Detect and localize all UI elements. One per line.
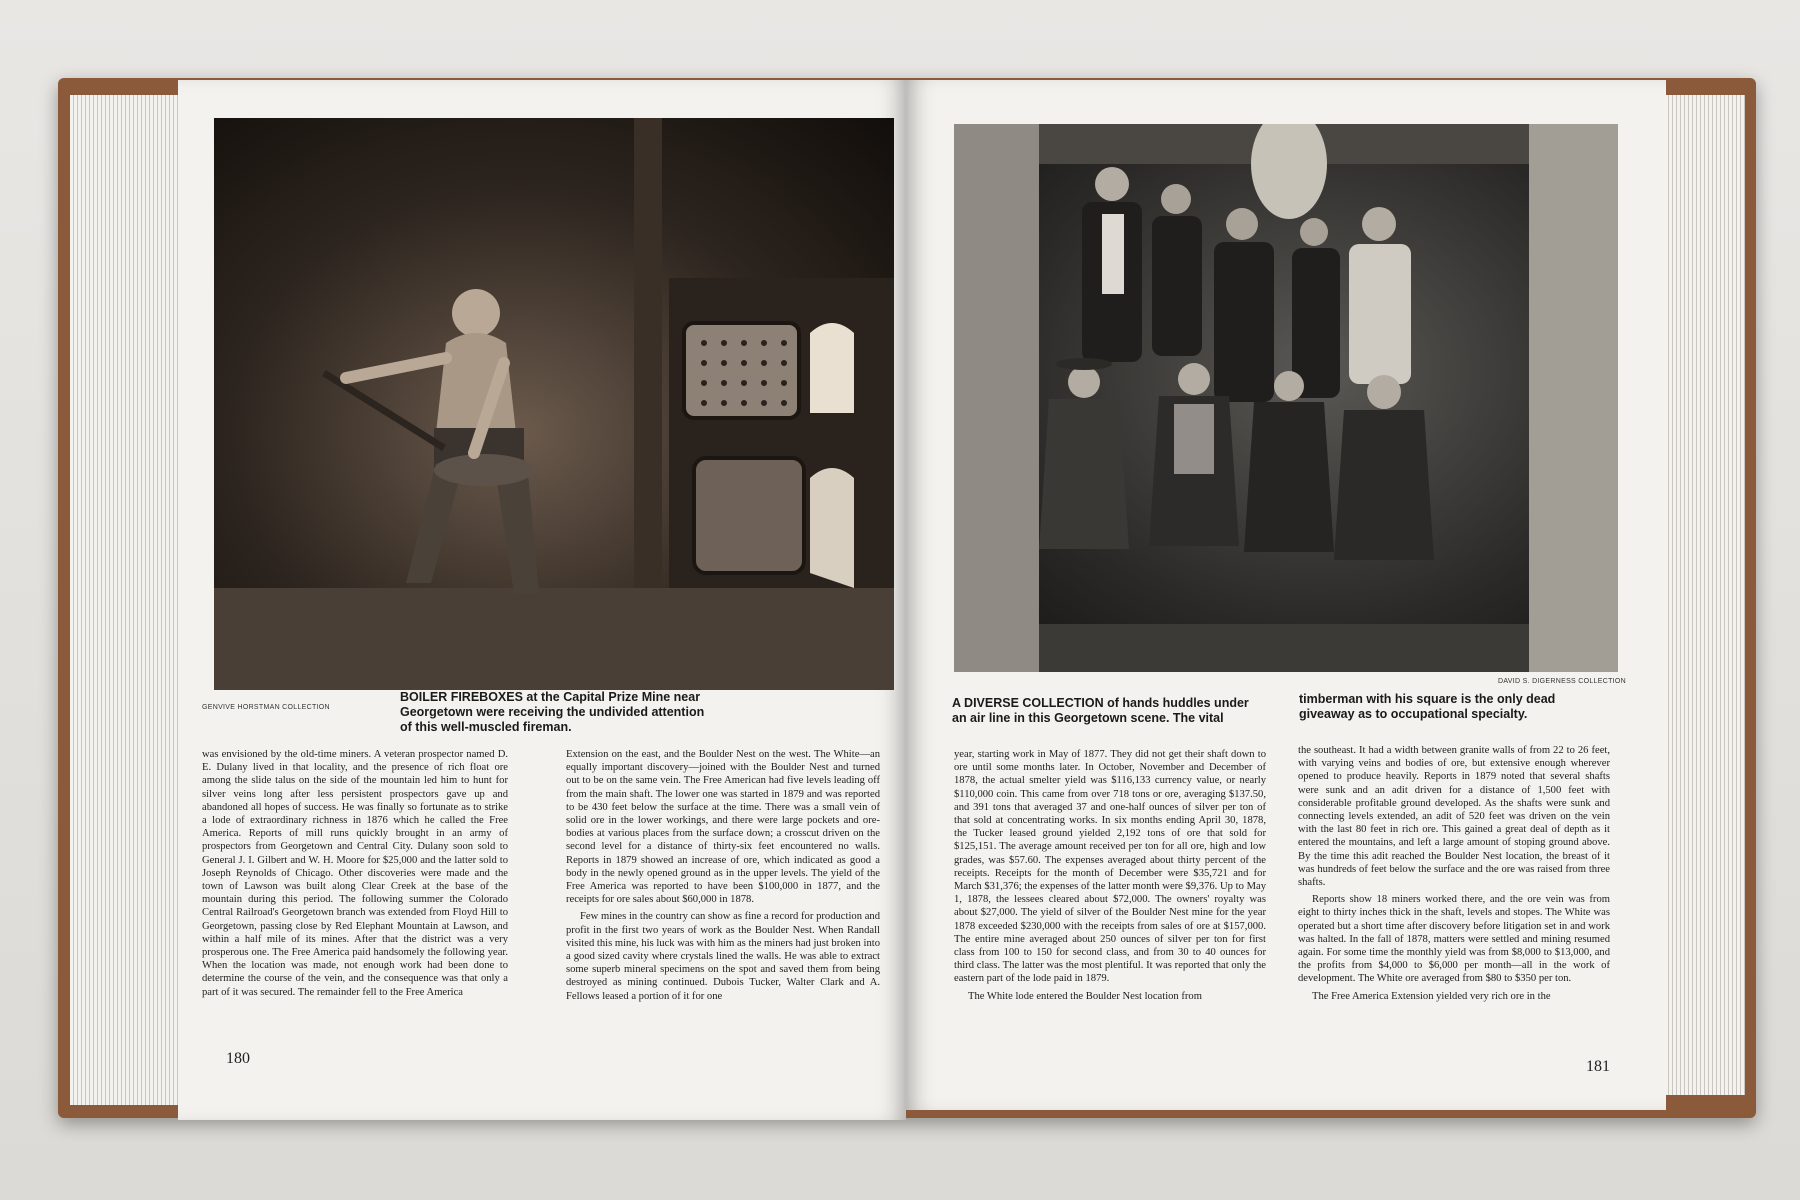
- miners-illustration: [954, 124, 1618, 672]
- paragraph: Extension on the east, and the Boulder Nest on the west. The White—an equally important discovery—joined with the Boulder Nest and turned out to be on the same vein. The Free American had five levels leading off from the main shaft. The lower one was started in 1879 and was reported to be 430 feet below the surface at the time. There was a small vein of solid ore in the lower workings, and there were large pockets and ore-bodies at various places from the surface down; a crosscut driven on the second level for a distance of thirty-six feet encountered no walls. Reports in 1879 showed an increase of ore, which indicated as good a body in the newly opened ground as in the upper levels. The yield of the Free America was reported to have been $100,000 in 1877, and the receipts for ore sales about $60,000 in 1878.: [566, 749, 880, 906]
- text-column-2-left: [566, 748, 880, 1003]
- caption-lead-right: A DIVERSE COLLECTION: [952, 696, 1104, 710]
- text-column-1-left: [202, 748, 508, 999]
- paragraph: The White lode entered the Boulder Nest location from: [968, 990, 1202, 1002]
- photo-caption-left: [400, 690, 710, 735]
- caption-text-right: of hands huddles under an air line in this Georgetown scene. The vital: [952, 696, 1249, 725]
- fireman-photo: [214, 118, 894, 690]
- paragraph: was envisioned by the old-time miners. A veteran prospector named D. E. Dulany lived in that locality, and the presence of rich float ore among the slide talus on the side of the mountain led him to hunt for silver veins long after less persistent prospectors gave up and abandoned all hopes of success. He was finally so fortunate as to strike a lode of extraordinary richness in 1876 which he called the Free America. Reports of mill runs quickly brought in an army of prospectors from Georgetown and Central City. Dulany soon sold to General J. I. Gilbert and W. H. Moore for $25,000 and the latter sold to Joseph Reynolds of Chicago. Other discoveries were made and the town of Lawson was built along Clear Creek at the base of the mountain during this period. The following summer the Colorado Central Railroad's Georgetown branch was extended from Floyd Hill to Georgetown, passing close by Red Elephant Mountain at Lawson, and within a half mile of its mines. After that the district was a very prosperous one. The Free America paid handsomely the following year. When the location was made, not enough work had been done to determine the course of the vein, and the consequence was that only a part of it was secured. The remainder fell to the Free America: [202, 749, 508, 998]
- paragraph: Reports show 18 miners worked there, and the ore vein was from eight to thirty inches thick in the shaft, levels and stopes. The White was operated but a short time after discovery before litigation set in and work was halted. In the fall of 1878, matters were settled and mining resumed again. For some time the monthly yield was from $8,000 to $13,000, and the profits from $4,000 to $6,000 per month—all in the work of development. The White ore averaged from $80 to $350 per ton.: [1298, 894, 1610, 985]
- miners-photo: [954, 124, 1618, 672]
- photo-caption-right: [952, 696, 1262, 726]
- photo-credit-right: DAVID S. DIGERNESS COLLECTION: [1498, 678, 1626, 685]
- paragraph: Few mines in the country can show as fine a record for production and profit in the first two years of work as the Boulder Nest. When Randall visited this mine, his luck was with him as the miners had just broken into a good sized cavity where crystals lined the walls. He was able to extract some superb mineral specimens on the spot and saved them from being destroyed as mining continued. Dubois Tucker, Walter Clark and A. Fellows leased a portion of it for one: [566, 911, 880, 1002]
- fireman-illustration: [214, 118, 894, 690]
- paragraph: year, starting work in May of 1877. They did not get their shaft down to ore until some months later. In October, November and December of 1878, the actual smelter yield was $116,133 currency value, or nearly $110,000 coin. This came from over 718 tons or ore, averaging $137.50, and 391 tons that averaged 37 and one-half ounces of silver per ton of that sold at concentrating works. In six months ending April 30, 1878, the Tucker leased ground yielded 2,192 tons of ore that sold for $125,151. The average amount received per ton for all ore, high and low grades, was $57.60. The expenses averaged about thirty percent of the receipts. Receipts for the month of December were $35,721 and for March $31,376; the expenses of the latter month were $9,376. Up to May 1, 1878, the lessees cleared about $72,000. The owners' royalty was about $27,000. The yield of silver of the Boulder Nest mine for the year 1878 exceeded $230,000 with the receipts from sales of ore at $157,000. The entire mine averaged about 250 ounces of silver per ton for first class from 100 to 150 for second class, and from 30 to 40 ounces for third class. The latter was the most plentiful. It was reported that only the eastern part of the lode paid in 1879.: [954, 749, 1266, 985]
- page-edges-right: [1660, 95, 1745, 1095]
- left-page: [178, 80, 906, 1120]
- page-number-right: 181: [1586, 1058, 1610, 1075]
- text-column-1-right: [954, 748, 1266, 1003]
- caption-lead-left: BOILER FIREBOXES: [400, 690, 523, 704]
- page-edges-left: [70, 95, 185, 1105]
- page-number-left: 180: [226, 1050, 250, 1067]
- right-page: [906, 80, 1666, 1110]
- caption-text-left: at the Capital Prize Mine near Georgetown were receiving the undivided attention of this well-muscled fireman.: [400, 690, 705, 734]
- text-column-2-right: [1298, 744, 1610, 1003]
- photo-credit-left: GENVIVE HORSTMAN COLLECTION: [202, 704, 330, 711]
- photo-caption-right-continued: timberman with his square is the only dead giveaway as to occupational specialty.: [1299, 692, 1556, 721]
- paragraph: The Free America Extension yielded very rich ore in the: [1312, 990, 1551, 1002]
- paragraph: the southeast. It had a width between granite walls of from 22 to 26 feet, with varying veins and bodies of ore, but extensive enough wherever opened to produce heavily. Reports in 1879 noted that several shafts were sunk and an adit driven for a distance of 1,500 feet with considerable profitable ground developed. As the shafts were sunk and connecting levels extended, an adit of 520 feet was driven on the vein with the last 80 feet in rich ore. This gained a great deal of depth as it entered the mountains, and left a large amount of stoping ground above. By the time this adit reached the Boulder Nest location, the breast of it was hundreds of feet below the surface and the ore was raised from three shafts.: [1298, 745, 1610, 889]
